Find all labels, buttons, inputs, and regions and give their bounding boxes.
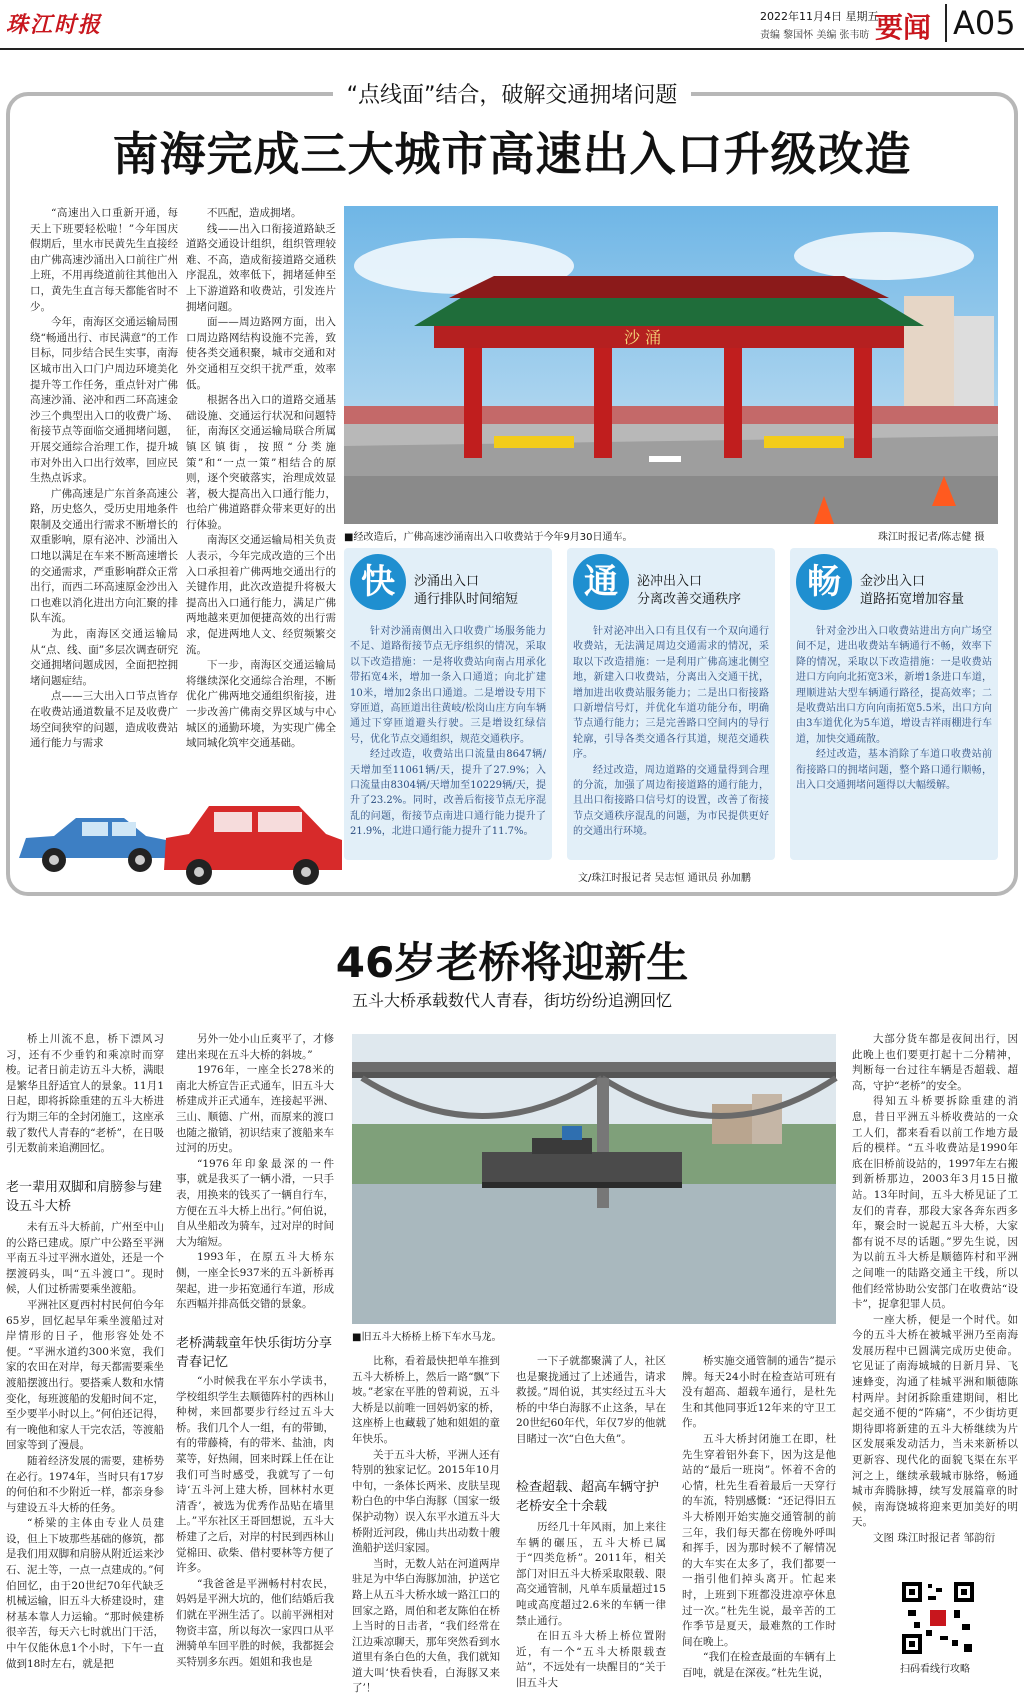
story2-column-1-intro <box>6 1032 164 1172</box>
box-text <box>796 624 992 854</box>
paragraph: “1976年印象最深的一件事，就是我买了一辆小滑，一只手表，用换来的钱买了一辆自行车，方便在五斗大桥上出行。”何伯说，自从坐船改为骑车，过对岸的时间大为缩短。 <box>176 1157 334 1248</box>
paragraph: 针对沙涌南侧出入口收费广场服务能力不足、道路衔接节点无序组织的情况，采取以下改造措施：一是将收费站向南占用承化带拓宽4米，增加一条入口通道；向北扩建10米，增加2条出口通道。二是增设专用下穿匝道，高匝道出往黄岐/松岗山庄方向车辆通过下穿匝道避头行驶。三是增设红绿信号，优化节点交通组织，规范交通秩序。 <box>350 626 546 745</box>
paragraph: 文图 珠江时报记者 邹韵衍 <box>873 1532 996 1544</box>
paragraph: 面——周边路网方面，出入口周边路网结构设施不完善，致使各类交通积聚，城市交通和对外交通相互交织干扰严重，效率低。 <box>186 316 336 391</box>
box-subtitle: 通行排队时间缩短 <box>414 592 519 607</box>
story2-column-5 <box>682 1354 836 1678</box>
paragraph: 比称，看着最快把单车推到五斗大桥桥上，然后一路“飘”下坡。”老家在平胜的曾莉说，五斗大桥是以前唯一回妈奶家的桥，这座桥上也藏载了她和姐姐的童年快乐。 <box>352 1355 500 1445</box>
paragraph: 针对金沙出入口收费站进出方向广场空间不足，进出收费站车辆通行不畅，效率下降的情况，采取以下改造措施：一是收费站进口方向向北拓宽3米，新增1条进口车道，理顺进站大型车辆通行路径，提高效率；二是收费站出口方向向南拓宽5.5米，出口方向由3车道优化为5车道，增设吉祥雨棚进行车道，加快交通疏散。 <box>796 626 992 745</box>
paragraph: 大部分货车都是夜间出行，因此晚上也们要更打起十二分精神，判断每一台过往车辆是否超载、超高，守护“老桥”的安全。 <box>852 1033 1018 1092</box>
story1-photo-tollgate <box>344 206 998 524</box>
tollgate-illustration <box>344 206 998 524</box>
story2-column-3 <box>352 1354 500 1695</box>
paper-name: 珠江时报 <box>6 12 103 38</box>
box-title: 沙涌出入口 <box>414 574 480 589</box>
paragraph: 根据各出入口的道路交通基础设施、交通运行状况和问题特征，南海区交通运输局联合所属镇区镇街，按照“分类施策”和“一点一策”相结合的原则，逐个突破落实，治理成效显著，极大提高出入口通行能力，也给广佛道路群众带来更好的出行体验。 <box>186 394 336 531</box>
badge-fast: 快 <box>350 554 406 610</box>
paragraph: 当时，无数人站在河道两岸驻足为中华白海豚加油，护送它路上从五斗大桥水域一路江口的回家之路，周伯和老友陈伯在桥上当时的日击者，“我们经常在江边乘凉聊天，那年突然看到水道里有条白色的大鱼，我们就知道大叫‘快看快看，白海豚又来了’！ <box>352 1557 500 1695</box>
paragraph: “我们在检查最面的车辆有上百吨，就是在深夜。”杜先生说， <box>682 1651 836 1679</box>
story2-column-2-top <box>176 1032 334 1328</box>
paragraph: “小时候我在平东小学读书，学校组织学生去顺德阵村的西林山种树，来回都要步行经过五斗大桥。我们几个人一组，有的带锄，有的带藤椅，有的带米、盐油，肉菜等，好热闹，回来时踩上任在让我们可当时感受，我就写了一句诗‘五斗河上建大桥，回林村水更清香’，被选为优秀作品贴在墙里上。”平东社区王哥回想说，五斗大桥建了之后，对岸的村民到西林山觉棉田、砍柴、借村要林等方便了许多。 <box>176 1375 334 1575</box>
paragraph: 南海区交通运输局相关负责人表示，今年完成改造的三个出入口承担着广佛两地交通出行的关键作用，此次改造提升将极大提高出入口通行能力，满足广佛两地越来更加便捷高效的出行需求，促进两地人文、经贸频繁交流。 <box>186 534 336 656</box>
paragraph: 今年，南海区交通运输局围绕“畅通出行、市民满意”的工作目标，同步结合民生实事，南海区城市出入口门户周边环境美化提升等工作任务，重点针对广佛高速沙涌、泌冲和西二环高速金沙三个典型出入口的收费广场、衔接节点等面临交通拥堵问题，开展交通综合治理工作，提升城市对外出入口出行效率，回应民生热点诉求。 <box>30 316 178 485</box>
blue-car-icon <box>19 818 170 872</box>
paragraph: 关于五斗大桥，平洲人还有特别的独家记忆。2015年10月中旬，一条体长两米、皮肤呈现粉白色的中华白海豚（国家一级保护动物）误入东平水道五斗大桥附近河段，佛山共出动数十艘渔船护送归家园。 <box>352 1448 500 1555</box>
paragraph: 平洲社区夏西村村民何伯今年65岁，回忆起早年乘坐渡船过对岸情形的日子，他形容处处不便。“平洲水道约300米宽，我们家的农田在对岸，每天都需要乘坐渡船摆渡出行。要搭乘人数和水情变化，每班渡船的发船时间不定，至少要半小时以上。”何伯还记得，有一晚他和家人干完农活，等渡船回家等到了漫晨。 <box>6 1298 164 1452</box>
red-car-icon <box>164 806 342 885</box>
paragraph: 一座大桥，便是一个时代。如今的五斗大桥在被城平洲乃至南海发展历程中已圆满完成历史使命。它见证了南海城城的日新月异、飞速蜂变，沟通了桂城平洲和顺德陈村两岸。封闭拆除重建期间，相比起交通不便的“阵痛”，不少街坊更期待即将新建的五斗大桥继续为片区发展乘发动活力，当未来新桥以更新容、现代化的面貌飞渠在东平河之上，继续承载城市脉络，畅通城市奔腾脉搏，续写发展篇章的时候，南海饶城将迎来更加美好的明天。 <box>852 1313 1018 1529</box>
story2-column-4 <box>516 1520 666 1689</box>
paragraph: 另外一处小山丘爽平了，才修建出来现在五斗大桥的斜坡。” <box>176 1033 334 1061</box>
paragraph: 一下子就都聚满了人，社区也是聚拢通过了上述通告，请求救援。”周伯说，其实经过五斗大桥的中华白海豚不止这条，早在20世纪60年代，年仅7岁的他就目睹过一次“白色大鱼”。 <box>516 1355 666 1445</box>
story1-photo-credit: 珠江时报记者/陈志健 摄 <box>878 532 985 543</box>
story2-column-4-top <box>516 1354 666 1470</box>
story1-photo-caption: ■经改造后，广佛高速沙涌南出入口收费站于今年9月30日通车。 <box>344 532 633 543</box>
box-text <box>350 624 546 854</box>
box-subtitle: 道路拓宽增加容量 <box>860 592 965 607</box>
paragraph: 未有五斗大桥前，广州至中山的公路已建成。原广中公路至平洲平南五斗过平洲水道处，还是一个摆渡码头，叫“五斗渡口”。现时候，人们过桥需要乘坐渡船。 <box>6 1221 164 1296</box>
story1-column-2 <box>186 206 336 778</box>
section-name: 要闻 <box>875 11 932 44</box>
story1-byline: 文/珠江时报记者 吴志恒 通讯员 孙加鹏 <box>578 873 751 884</box>
paragraph: 为此，南海区交通运输局从“点、线、面”多层次调查研究交通拥堵问题成因，全面把控拥堵问题症结。 <box>30 628 178 687</box>
paragraph: 经过改造，基本消除了车道口收费站前衔接路口的拥堵问题，整个路口通行顺畅，出入口交通拥堵问题得以大幅缓解。 <box>796 749 992 792</box>
qr-label: 扫码看线行攻略 <box>900 1664 970 1675</box>
box-title: 金沙出入口 <box>860 574 926 589</box>
paragraph: 点——三大出入口节点皆存在收费站通道数量不足及收费广场空间狭窄的问题，造成收费站通行能力与需求 <box>30 690 178 750</box>
paragraph: 历经几十年风雨，加上来往车辆的碾压，五斗大桥已属于“四类危桥”。2011年，相关部门对旧五斗大桥采取限载、限高交通管制，凡单车质量超过15吨或高度超过2.6米的车辆一律禁止通行。 <box>516 1521 666 1627</box>
box-title: 泌冲出入口 <box>637 574 703 589</box>
bridge-illustration <box>352 1034 836 1324</box>
badge-flow: 畅 <box>796 554 852 610</box>
paragraph: 线——出入口衔接道路缺乏道路交通设计组织，组织管理较难、不高，造成衔接道路交通秩序混乱，效率低下，拥堵延伸至上下游道路和收费站，引发连片拥堵问题。 <box>186 222 336 313</box>
issue-date: 2022年11月4日 星期五 <box>760 10 879 23</box>
paragraph: “我爸爸是平洲畅村村农民，妈妈是平洲大坑的，他们结婚后我们就在平洲生活了。以前平洲相对物资丰富，所以每次一家四口从平洲骑单车回平胜的时候，我都挺会买特别多东西。姐姐和我也是 <box>176 1577 334 1668</box>
paragraph: 桥实施交通管制的通告”提示牌。每天24小时在检查站可班有没有超高、超载车通行，是杜先生和其他同事近12年来的守卫工作。 <box>682 1355 836 1430</box>
paragraph: 五斗大桥封闭施工在即，杜先生穿着铝外套下，因为这是他站的“最后一班岗”。怀着不舍的心情，杜先生看着最后一天穿行的车流，特别感慨：“还记得旧五斗大桥刚开始实施交通管制的前三年，我们每天都在傍晚外呼叫和挥手，因为那时候不了解情况的大车实在太多了，我们都要一一指引他们掉头离开。忙起来时，上班到下班都没进凉亭休息过一次。”杜先生说，最辛苦的工作季节是夏天，最难熬的工作时间在晚上。 <box>682 1432 836 1648</box>
story1-kicker <box>0 78 1024 109</box>
paragraph: 在旧五斗大桥上桥位置附近，有一个“五斗大桥限载查站”，不远处有一块醒目的“关于旧五斗大 <box>516 1630 666 1689</box>
paragraph: “高速出入口重新开通，每天上下班要轻松啦！”今年国庆假期后，里水市民黄先生直接经由广佛高速沙涌出入口前往广州上班，不用再绕道前往其他出入口，黄先生直言每天都能省时不少。 <box>30 207 178 313</box>
paragraph: 随着经济发展的需要，建桥势在必行。1974年，当时只有17岁的何伯和不少附近一样，都亲身参与建设五斗大桥的任务。 <box>6 1454 164 1514</box>
subhead-2: 老桥满载童年快乐街坊分享青春记忆 <box>176 1336 333 1370</box>
story1-kicker-text: “点线面”结合，破解交通拥堵问题 <box>333 83 692 108</box>
paragraph: 不匹配，造成拥堵。 <box>207 207 302 219</box>
paragraph: 得知五斗桥要拆除重建的消息，昔日平洲五斗桥收费站的一众工人们，都来看看以前工作地方最后的模样。“五斗收费站是1990年底在旧桥前设站的，1997年左右搬到新桥那边，2003年3月15日撤站。13年时间，五斗大桥见证了工友们的青春，那段大家各奔东西多年，聚会时一说起五斗大桥，大家都有说不尽的话题。”罗先生说，因为以前五斗大桥是顺德阵村和平洲之间唯一的陆路交通主干线，所以他们经常协助公安部门在收费站“设卡”，捉拿犯罪人员。 <box>852 1095 1018 1311</box>
paragraph: 1993年，在原五斗大桥东侧，一座全长937米的五斗新桥再架起，进一步拓宽通行车道，形成东西幅并排高低交错的景象。 <box>176 1251 334 1311</box>
badge-smooth: 通 <box>573 554 629 610</box>
story2-deck: 五斗大桥承载数代人青春，街坊纷纷追溯回忆 <box>351 991 672 1010</box>
box-michong <box>567 548 775 860</box>
story1-headline: 南海完成三大城市高速出入口升级改造 <box>112 127 912 181</box>
box-jinsha <box>790 548 998 860</box>
subhead-1: 老一辈用双脚和肩膀参与建设五斗大桥 <box>6 1180 163 1214</box>
paragraph: 下一步，南海区交通运输局将继续深化交通综合治理，不断优化广佛两地交通组织衔接，进一步改善广佛南交界区域与中心城区的通勤环境，为实现广佛全域同城化筑牢交通基础。 <box>186 659 336 750</box>
paragraph: 经过改造，收费站出口流量由8647辆/天增加至11061辆/天，提升了27.9%；入口流量由8304辆/天增加至10229辆/天，提升了23.2%。同时，改善后衔接节点无序混乱的问题，衔接节点南进口通行能力提升了21.9%，北进口通行能力提升了11.7%。 <box>350 749 546 838</box>
story2-photo-bridge <box>352 1034 836 1324</box>
box-subtitle: 分离改善交通秩序 <box>637 592 742 607</box>
paragraph: 桥上川流不息，桥下漂风习习，还有不少垂钓和乘凉时而穿梭。记者日前走访五斗大桥，满眼是繁华且舒适宜人的景象。11月1日起，即将拆除重建的五斗大桥进行为期三年的全封闭施工，这座承载了数代人青春的“老桥”，在日吸引无数前来追溯回忆。 <box>6 1033 164 1155</box>
story2-photo-caption: ■旧五斗大桥桥上桥下车水马龙。 <box>352 1332 502 1343</box>
paragraph: 经过改造，周边道路的交通量得到合理的分流，加强了周边衔接道路的通行能力，且出口衔接路口信号灯的设置，改善了衔接节点交通秩序混乱的问题，为市民提供更好的交通出行环境。 <box>573 764 769 838</box>
page-number: A05 <box>945 4 1016 42</box>
cars-illustration <box>14 788 344 886</box>
story1-column-1 <box>30 206 178 778</box>
story2-headline: 46岁老桥将迎新生 <box>335 938 689 987</box>
qr-code-icon[interactable] <box>900 1580 976 1656</box>
masthead <box>0 0 1024 50</box>
paragraph: 针对泌冲出入口有且仅有一个双向通行收费站，无法满足周边交通需求的情况，采取以下改造措施：一是利用广佛高速北侧空地，新建入口收费站，分离出入交通干扰，增加进出收费站服务能力；二是出口衔接路口新增信号灯，并优化车道功能分布，明确节点通行能力；三是完善路口空间内的导行轮廓，引导各类交通各行其道，规范交通秩序。 <box>573 626 769 761</box>
box-text <box>573 624 769 854</box>
paragraph: “桥梁的主体由专业人员建设，但上下坡那些基础的修筑，都是我们用双脚和肩膀从附近运来沙石、泥土等，一点一点建成的。”何伯回忆，由于20世纪70年代缺乏机械运输，旧五斗大桥建设时，建材基本靠人力运输。“那时候建桥很辛苦，每天六七时就出门干活，中午仅能休息1个小时，下午一直做到18时左右，就是把 <box>6 1517 164 1670</box>
story2-column-1 <box>6 1220 164 1678</box>
story2-column-6 <box>852 1032 1018 1572</box>
paragraph: 广佛高速是广东首条高速公路，历史悠久，受历史用地条件限制及交通出行需求不断增长的双重影响，原有泌冲、沙涌出入口地以满足在车来不断高速增长的交通需求，严重影响群众正常出行，而西二环高速原金沙出入口也难以消化进出方向汇聚的排队车流。 <box>30 487 178 625</box>
subhead-3: 检查超载、超高车辆守护老桥安全十余载 <box>516 1480 660 1514</box>
box-shayong <box>344 548 552 860</box>
editors: 责编 黎国怀 美编 张韦昉 <box>760 30 870 41</box>
tollgate-sign: 沙 涌 <box>624 328 662 347</box>
story2-column-2 <box>176 1374 334 1678</box>
paragraph: 1976年，一座全长278米的南北大桥宣告正式通车，旧五斗大桥建成并正式通车，连接起平洲、三山、顺德、广州，而原来的渡口也随之撤销，初识结束了渡船来车过河的历史。 <box>176 1064 334 1155</box>
